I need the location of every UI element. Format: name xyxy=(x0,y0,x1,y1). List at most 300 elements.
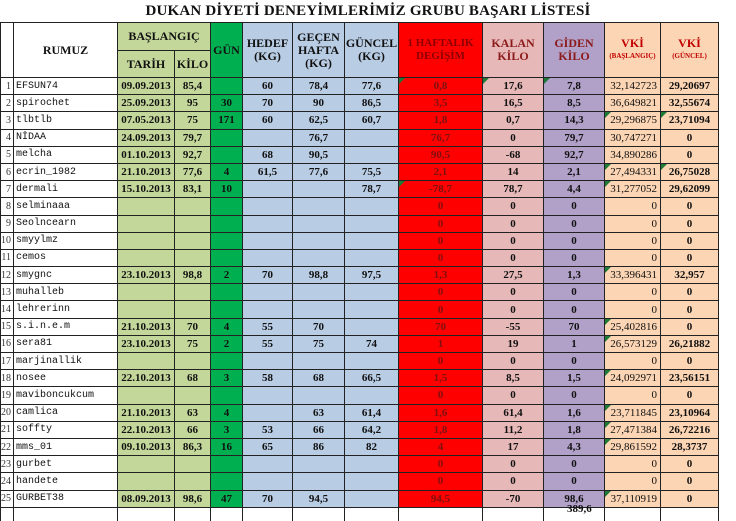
cell-tarih[interactable]: 21.10.2013 xyxy=(118,404,175,421)
cell-tarih[interactable]: 21.10.2013 xyxy=(118,318,175,335)
cell-vki-guncel[interactable]: 0 xyxy=(661,318,719,335)
cell-vki-baslangic[interactable]: 32,142723 xyxy=(605,78,661,95)
cell-haftalik-degisim[interactable]: 0 xyxy=(399,301,483,318)
cell-vki-guncel[interactable]: 23,56151 xyxy=(661,370,719,387)
cell-vki-guncel[interactable]: 28,3737 xyxy=(661,438,719,455)
cell-tarih[interactable] xyxy=(118,215,175,232)
cell-kalan-kilo[interactable]: 17 xyxy=(483,438,544,455)
cell-guncel[interactable]: 77,6 xyxy=(345,78,399,95)
cell-giden-kilo[interactable]: 92,7 xyxy=(544,146,605,163)
cell-kilo[interactable]: 70 xyxy=(175,318,211,335)
cell-vki-guncel[interactable]: 23,71094 xyxy=(661,112,719,129)
cell-haftalik-degisim[interactable]: -78,7 xyxy=(399,181,483,198)
empty-cell[interactable] xyxy=(14,507,118,521)
cell-rumuz[interactable]: smygnc xyxy=(14,267,118,284)
cell-kalan-kilo[interactable]: 14 xyxy=(483,163,544,180)
cell-tarih[interactable]: 23.10.2013 xyxy=(118,335,175,352)
cell-rumuz[interactable]: melcha xyxy=(14,146,118,163)
cell-hedef[interactable]: 55 xyxy=(243,335,293,352)
cell-haftalik-degisim[interactable]: 1,3 xyxy=(399,267,483,284)
cell-vki-guncel[interactable]: 29,20697 xyxy=(661,78,719,95)
cell-rumuz[interactable]: dermali xyxy=(14,181,118,198)
cell-giden-kilo[interactable]: 0 xyxy=(544,284,605,301)
cell-guncel[interactable] xyxy=(345,301,399,318)
cell-haftalik-degisim[interactable]: 0 xyxy=(399,232,483,249)
cell-rumuz[interactable]: maviboncukcum xyxy=(14,387,118,404)
cell-hedef[interactable] xyxy=(243,181,293,198)
cell-haftalik-degisim[interactable]: 1,8 xyxy=(399,112,483,129)
row-number[interactable]: 4 xyxy=(1,129,14,146)
cell-kalan-kilo[interactable]: 0 xyxy=(483,129,544,146)
cell-gecen-hafta[interactable]: 62,5 xyxy=(293,112,345,129)
cell-guncel[interactable]: 74 xyxy=(345,335,399,352)
cell-haftalik-degisim[interactable]: 0 xyxy=(399,215,483,232)
cell-haftalik-degisim[interactable]: 76,7 xyxy=(399,129,483,146)
cell-hedef[interactable]: 70 xyxy=(243,490,293,507)
cell-vki-baslangic[interactable]: 0 xyxy=(605,353,661,370)
cell-tarih[interactable]: 24.09.2013 xyxy=(118,129,175,146)
cell-vki-baslangic[interactable]: 0 xyxy=(605,284,661,301)
cell-gecen-hafta[interactable]: 63 xyxy=(293,404,345,421)
cell-gun[interactable]: 2 xyxy=(211,267,243,284)
cell-vki-baslangic[interactable]: 27,471384 xyxy=(605,421,661,438)
cell-kalan-kilo[interactable]: -55 xyxy=(483,318,544,335)
cell-vki-guncel[interactable]: 0 xyxy=(661,456,719,473)
cell-kalan-kilo[interactable]: 0 xyxy=(483,215,544,232)
cell-vki-baslangic[interactable]: 30,747271 xyxy=(605,129,661,146)
cell-haftalik-degisim[interactable]: 1,8 xyxy=(399,421,483,438)
cell-giden-kilo[interactable]: 98,6 xyxy=(544,490,605,507)
cell-gecen-hafta[interactable] xyxy=(293,249,345,266)
cell-rumuz[interactable]: Seolncearn xyxy=(14,215,118,232)
cell-rumuz[interactable]: NİDAA xyxy=(14,129,118,146)
cell-kalan-kilo[interactable]: 0 xyxy=(483,387,544,404)
cell-guncel[interactable]: 82 xyxy=(345,438,399,455)
cell-hedef[interactable] xyxy=(243,301,293,318)
cell-kilo[interactable] xyxy=(175,249,211,266)
cell-gun[interactable] xyxy=(211,232,243,249)
cell-giden-kilo[interactable]: 79,7 xyxy=(544,129,605,146)
cell-kalan-kilo[interactable]: 61,4 xyxy=(483,404,544,421)
cell-rumuz[interactable]: sera81 xyxy=(14,335,118,352)
cell-kilo[interactable]: 66 xyxy=(175,421,211,438)
cell-rumuz[interactable]: GURBET38 xyxy=(14,490,118,507)
cell-gun[interactable] xyxy=(211,129,243,146)
cell-tarih[interactable]: 09.09.2013 xyxy=(118,78,175,95)
cell-vki-guncel[interactable]: 0 xyxy=(661,249,719,266)
cell-giden-kilo[interactable]: 0 xyxy=(544,301,605,318)
cell-kilo[interactable] xyxy=(175,232,211,249)
cell-kilo[interactable]: 63 xyxy=(175,404,211,421)
cell-kalan-kilo[interactable]: 8,5 xyxy=(483,370,544,387)
cell-haftalik-degisim[interactable]: 0 xyxy=(399,353,483,370)
cell-hedef[interactable] xyxy=(243,284,293,301)
cell-gecen-hafta[interactable] xyxy=(293,215,345,232)
cell-haftalik-degisim[interactable]: 1 xyxy=(399,335,483,352)
cell-hedef[interactable]: 65 xyxy=(243,438,293,455)
cell-vki-baslangic[interactable]: 29,296875 xyxy=(605,112,661,129)
cell-haftalik-degisim[interactable]: 1,6 xyxy=(399,404,483,421)
cell-haftalik-degisim[interactable]: 0 xyxy=(399,456,483,473)
cell-kalan-kilo[interactable]: 17,6 xyxy=(483,78,544,95)
cell-guncel[interactable]: 60,7 xyxy=(345,112,399,129)
row-number[interactable]: 14 xyxy=(1,301,14,318)
row-number[interactable]: 24 xyxy=(1,473,14,490)
cell-guncel[interactable] xyxy=(345,232,399,249)
cell-kilo[interactable]: 95 xyxy=(175,95,211,112)
cell-haftalik-degisim[interactable]: 0,8 xyxy=(399,78,483,95)
cell-gun[interactable] xyxy=(211,353,243,370)
cell-tarih[interactable]: 25.09.2013 xyxy=(118,95,175,112)
row-number[interactable]: 21 xyxy=(1,421,14,438)
cell-tarih[interactable] xyxy=(118,232,175,249)
cell-vki-guncel[interactable]: 26,21882 xyxy=(661,335,719,352)
cell-rumuz[interactable]: nosee xyxy=(14,370,118,387)
cell-hedef[interactable]: 53 xyxy=(243,421,293,438)
cell-hedef[interactable] xyxy=(243,456,293,473)
cell-giden-kilo[interactable]: 4,3 xyxy=(544,438,605,455)
cell-kalan-kilo[interactable]: 0 xyxy=(483,284,544,301)
cell-tarih[interactable] xyxy=(118,456,175,473)
cell-gecen-hafta[interactable]: 90,5 xyxy=(293,146,345,163)
cell-kilo[interactable]: 77,6 xyxy=(175,163,211,180)
cell-gecen-hafta[interactable] xyxy=(293,456,345,473)
cell-vki-baslangic[interactable]: 34,890286 xyxy=(605,146,661,163)
cell-hedef[interactable]: 58 xyxy=(243,370,293,387)
cell-gecen-hafta[interactable]: 94,5 xyxy=(293,490,345,507)
cell-vki-guncel[interactable]: 0 xyxy=(661,146,719,163)
row-number[interactable]: 9 xyxy=(1,215,14,232)
cell-gecen-hafta[interactable]: 86 xyxy=(293,438,345,455)
cell-gun[interactable] xyxy=(211,284,243,301)
cell-kilo[interactable]: 75 xyxy=(175,112,211,129)
cell-vki-guncel[interactable]: 32,55674 xyxy=(661,95,719,112)
cell-giden-kilo[interactable]: 7,8 xyxy=(544,78,605,95)
cell-rumuz[interactable]: tlbtlb xyxy=(14,112,118,129)
cell-kilo[interactable]: 68 xyxy=(175,370,211,387)
row-number[interactable]: 7 xyxy=(1,181,14,198)
cell-gecen-hafta[interactable]: 66 xyxy=(293,421,345,438)
cell-gecen-hafta[interactable]: 98,8 xyxy=(293,267,345,284)
cell-guncel[interactable] xyxy=(345,353,399,370)
cell-vki-baslangic[interactable]: 29,861592 xyxy=(605,438,661,455)
cell-tarih[interactable]: 23.10.2013 xyxy=(118,267,175,284)
cell-rumuz[interactable]: cemos xyxy=(14,249,118,266)
cell-giden-kilo[interactable]: 0 xyxy=(544,232,605,249)
cell-rumuz[interactable]: lehrerinn xyxy=(14,301,118,318)
cell-haftalik-degisim[interactable]: 0 xyxy=(399,473,483,490)
cell-tarih[interactable]: 22.10.2013 xyxy=(118,370,175,387)
row-number[interactable]: 12 xyxy=(1,267,14,284)
cell-kalan-kilo[interactable]: -68 xyxy=(483,146,544,163)
row-number[interactable]: 25 xyxy=(1,490,14,507)
cell-giden-kilo[interactable]: 0 xyxy=(544,215,605,232)
cell-gun[interactable] xyxy=(211,78,243,95)
cell-giden-kilo[interactable]: 1,6 xyxy=(544,404,605,421)
cell-haftalik-degisim[interactable]: 1,5 xyxy=(399,370,483,387)
cell-rumuz[interactable]: selminaaa xyxy=(14,198,118,215)
cell-giden-kilo[interactable]: 0 xyxy=(544,387,605,404)
cell-guncel[interactable]: 78,7 xyxy=(345,181,399,198)
cell-kilo[interactable]: 98,8 xyxy=(175,267,211,284)
cell-haftalik-degisim[interactable]: 0 xyxy=(399,387,483,404)
cell-vki-baslangic[interactable]: 33,396431 xyxy=(605,267,661,284)
cell-kilo[interactable] xyxy=(175,473,211,490)
cell-gecen-hafta[interactable]: 68 xyxy=(293,370,345,387)
cell-gun[interactable]: 30 xyxy=(211,95,243,112)
cell-kilo[interactable]: 92,7 xyxy=(175,146,211,163)
cell-giden-kilo[interactable]: 0 xyxy=(544,249,605,266)
cell-vki-baslangic[interactable]: 0 xyxy=(605,301,661,318)
cell-gun[interactable]: 2 xyxy=(211,335,243,352)
cell-giden-kilo[interactable]: 4,4 xyxy=(544,181,605,198)
cell-gun[interactable] xyxy=(211,146,243,163)
cell-giden-kilo[interactable]: 0 xyxy=(544,353,605,370)
cell-kilo[interactable] xyxy=(175,198,211,215)
cell-giden-kilo[interactable]: 1,8 xyxy=(544,421,605,438)
cell-tarih[interactable]: 15.10.2013 xyxy=(118,181,175,198)
row-number[interactable]: 15 xyxy=(1,318,14,335)
cell-gecen-hafta[interactable]: 76,7 xyxy=(293,129,345,146)
cell-hedef[interactable] xyxy=(243,387,293,404)
cell-tarih[interactable] xyxy=(118,301,175,318)
row-number[interactable]: 20 xyxy=(1,404,14,421)
cell-vki-baslangic[interactable]: 24,092971 xyxy=(605,370,661,387)
cell-vki-baslangic[interactable]: 0 xyxy=(605,198,661,215)
cell-hedef[interactable]: 55 xyxy=(243,318,293,335)
cell-kilo[interactable] xyxy=(175,284,211,301)
cell-tarih[interactable] xyxy=(118,387,175,404)
cell-kilo[interactable]: 79,7 xyxy=(175,129,211,146)
cell-vki-baslangic[interactable]: 36,649821 xyxy=(605,95,661,112)
cell-tarih[interactable] xyxy=(118,198,175,215)
empty-cell[interactable] xyxy=(661,507,719,521)
cell-kalan-kilo[interactable]: 27,5 xyxy=(483,267,544,284)
cell-vki-guncel[interactable]: 0 xyxy=(661,198,719,215)
cell-tarih[interactable] xyxy=(118,249,175,266)
cell-vki-baslangic[interactable]: 23,711845 xyxy=(605,404,661,421)
cell-rumuz[interactable]: soffty xyxy=(14,421,118,438)
cell-gun[interactable] xyxy=(211,198,243,215)
cell-rumuz[interactable]: gurbet xyxy=(14,456,118,473)
cell-gecen-hafta[interactable]: 77,6 xyxy=(293,163,345,180)
cell-gecen-hafta[interactable]: 70 xyxy=(293,318,345,335)
row-number[interactable]: 3 xyxy=(1,112,14,129)
cell-rumuz[interactable]: camlica xyxy=(14,404,118,421)
cell-rumuz[interactable]: handete xyxy=(14,473,118,490)
cell-kalan-kilo[interactable]: -70 xyxy=(483,490,544,507)
cell-giden-kilo[interactable]: 0 xyxy=(544,473,605,490)
cell-tarih[interactable]: 09.10.2013 xyxy=(118,438,175,455)
cell-vki-baslangic[interactable]: 0 xyxy=(605,473,661,490)
cell-guncel[interactable]: 61,4 xyxy=(345,404,399,421)
empty-cell[interactable] xyxy=(243,507,293,521)
cell-kilo[interactable]: 75 xyxy=(175,335,211,352)
cell-vki-baslangic[interactable]: 0 xyxy=(605,387,661,404)
cell-gun[interactable] xyxy=(211,387,243,404)
cell-gecen-hafta[interactable]: 90 xyxy=(293,95,345,112)
cell-guncel[interactable]: 75,5 xyxy=(345,163,399,180)
row-number[interactable]: 16 xyxy=(1,335,14,352)
cell-guncel[interactable] xyxy=(345,215,399,232)
cell-hedef[interactable] xyxy=(243,249,293,266)
empty-cell[interactable] xyxy=(1,507,14,521)
cell-rumuz[interactable]: mms_01 xyxy=(14,438,118,455)
row-number[interactable]: 22 xyxy=(1,438,14,455)
cell-hedef[interactable] xyxy=(243,232,293,249)
cell-kilo[interactable] xyxy=(175,215,211,232)
cell-gecen-hafta[interactable] xyxy=(293,473,345,490)
cell-rumuz[interactable]: spirochet xyxy=(14,95,118,112)
cell-haftalik-degisim[interactable]: 2,1 xyxy=(399,163,483,180)
cell-gun[interactable] xyxy=(211,473,243,490)
cell-vki-guncel[interactable]: 0 xyxy=(661,387,719,404)
cell-gecen-hafta[interactable] xyxy=(293,301,345,318)
cell-gecen-hafta[interactable]: 78,4 xyxy=(293,78,345,95)
cell-gun[interactable] xyxy=(211,215,243,232)
cell-vki-guncel[interactable]: 0 xyxy=(661,490,719,507)
empty-cell[interactable] xyxy=(211,507,243,521)
row-number[interactable]: 8 xyxy=(1,198,14,215)
cell-hedef[interactable] xyxy=(243,353,293,370)
cell-kalan-kilo[interactable]: 0 xyxy=(483,473,544,490)
cell-vki-guncel[interactable]: 26,75028 xyxy=(661,163,719,180)
cell-vki-baslangic[interactable]: 25,402816 xyxy=(605,318,661,335)
cell-haftalik-degisim[interactable]: 94,5 xyxy=(399,490,483,507)
cell-gun[interactable]: 171 xyxy=(211,112,243,129)
cell-tarih[interactable]: 21.10.2013 xyxy=(118,163,175,180)
empty-cell[interactable] xyxy=(399,507,483,521)
cell-vki-guncel[interactable]: 0 xyxy=(661,232,719,249)
cell-kilo[interactable] xyxy=(175,456,211,473)
row-number[interactable]: 18 xyxy=(1,370,14,387)
row-number[interactable]: 17 xyxy=(1,353,14,370)
cell-gun[interactable] xyxy=(211,456,243,473)
cell-haftalik-degisim[interactable]: 90,5 xyxy=(399,146,483,163)
cell-tarih[interactable]: 08.09.2013 xyxy=(118,490,175,507)
cell-vki-guncel[interactable]: 32,957 xyxy=(661,267,719,284)
cell-hedef[interactable]: 70 xyxy=(243,267,293,284)
cell-vki-guncel[interactable]: 0 xyxy=(661,353,719,370)
cell-gecen-hafta[interactable] xyxy=(293,198,345,215)
cell-guncel[interactable]: 86,5 xyxy=(345,95,399,112)
cell-guncel[interactable] xyxy=(345,129,399,146)
cell-kalan-kilo[interactable]: 0 xyxy=(483,232,544,249)
cell-gecen-hafta[interactable] xyxy=(293,181,345,198)
cell-kilo[interactable] xyxy=(175,387,211,404)
cell-vki-guncel[interactable]: 26,72216 xyxy=(661,421,719,438)
cell-kalan-kilo[interactable]: 0,7 xyxy=(483,112,544,129)
cell-vki-baslangic[interactable]: 0 xyxy=(605,456,661,473)
cell-hedef[interactable] xyxy=(243,215,293,232)
cell-gecen-hafta[interactable] xyxy=(293,387,345,404)
row-number[interactable]: 19 xyxy=(1,387,14,404)
cell-guncel[interactable]: 64,2 xyxy=(345,421,399,438)
cell-giden-kilo[interactable]: 8,5 xyxy=(544,95,605,112)
cell-vki-guncel[interactable]: 0 xyxy=(661,284,719,301)
cell-giden-kilo[interactable]: 1 xyxy=(544,335,605,352)
cell-giden-kilo[interactable]: 0 xyxy=(544,198,605,215)
cell-gun[interactable]: 3 xyxy=(211,370,243,387)
cell-rumuz[interactable]: muhalleb xyxy=(14,284,118,301)
cell-guncel[interactable] xyxy=(345,473,399,490)
cell-guncel[interactable] xyxy=(345,284,399,301)
cell-haftalik-degisim[interactable]: 0 xyxy=(399,198,483,215)
cell-giden-kilo[interactable]: 14,3 xyxy=(544,112,605,129)
empty-cell[interactable] xyxy=(175,507,211,521)
empty-cell[interactable] xyxy=(483,507,544,521)
cell-vki-baslangic[interactable]: 0 xyxy=(605,249,661,266)
cell-gun[interactable]: 4 xyxy=(211,404,243,421)
cell-vki-guncel[interactable]: 0 xyxy=(661,215,719,232)
row-number[interactable]: 11 xyxy=(1,249,14,266)
empty-cell[interactable] xyxy=(118,507,175,521)
cell-tarih[interactable] xyxy=(118,473,175,490)
cell-vki-guncel[interactable]: 29,62099 xyxy=(661,181,719,198)
cell-giden-kilo[interactable]: 2,1 xyxy=(544,163,605,180)
cell-giden-kilo[interactable]: 0 xyxy=(544,456,605,473)
empty-cell[interactable] xyxy=(345,507,399,521)
cell-gun[interactable] xyxy=(211,301,243,318)
cell-hedef[interactable] xyxy=(243,198,293,215)
cell-kalan-kilo[interactable]: 19 xyxy=(483,335,544,352)
cell-guncel[interactable] xyxy=(345,146,399,163)
row-number[interactable]: 2 xyxy=(1,95,14,112)
cell-giden-kilo[interactable]: 1,3 xyxy=(544,267,605,284)
cell-tarih[interactable]: 07.05.2013 xyxy=(118,112,175,129)
cell-kalan-kilo[interactable]: 0 xyxy=(483,301,544,318)
cell-hedef[interactable]: 61,5 xyxy=(243,163,293,180)
cell-gecen-hafta[interactable] xyxy=(293,232,345,249)
cell-haftalik-degisim[interactable]: 70 xyxy=(399,318,483,335)
cell-guncel[interactable] xyxy=(345,249,399,266)
cell-kalan-kilo[interactable]: 16,5 xyxy=(483,95,544,112)
cell-tarih[interactable]: 01.10.2013 xyxy=(118,146,175,163)
cell-gecen-hafta[interactable] xyxy=(293,353,345,370)
row-number[interactable]: 6 xyxy=(1,163,14,180)
cell-haftalik-degisim[interactable]: 4 xyxy=(399,438,483,455)
cell-rumuz[interactable]: ecrin_1982 xyxy=(14,163,118,180)
cell-hedef[interactable]: 60 xyxy=(243,78,293,95)
cell-guncel[interactable] xyxy=(345,490,399,507)
cell-vki-baslangic[interactable]: 0 xyxy=(605,215,661,232)
cell-kilo[interactable] xyxy=(175,353,211,370)
cell-kalan-kilo[interactable]: 0 xyxy=(483,198,544,215)
cell-guncel[interactable] xyxy=(345,318,399,335)
cell-kalan-kilo[interactable]: 0 xyxy=(483,456,544,473)
empty-cell[interactable] xyxy=(293,507,345,521)
cell-tarih[interactable]: 22.10.2013 xyxy=(118,421,175,438)
cell-vki-baslangic[interactable]: 27,494331 xyxy=(605,163,661,180)
cell-haftalik-degisim[interactable]: 0 xyxy=(399,249,483,266)
row-number[interactable]: 10 xyxy=(1,232,14,249)
cell-vki-baslangic[interactable]: 37,110919 xyxy=(605,490,661,507)
cell-guncel[interactable] xyxy=(345,198,399,215)
cell-hedef[interactable] xyxy=(243,129,293,146)
cell-vki-guncel[interactable]: 23,10964 xyxy=(661,404,719,421)
cell-rumuz[interactable]: marjinallik xyxy=(14,353,118,370)
cell-hedef[interactable]: 70 xyxy=(243,95,293,112)
cell-vki-guncel[interactable]: 0 xyxy=(661,129,719,146)
cell-gun[interactable]: 4 xyxy=(211,318,243,335)
cell-vki-baslangic[interactable]: 31,277052 xyxy=(605,181,661,198)
cell-tarih[interactable] xyxy=(118,353,175,370)
row-number[interactable]: 23 xyxy=(1,456,14,473)
cell-kilo[interactable] xyxy=(175,301,211,318)
cell-gun[interactable]: 10 xyxy=(211,181,243,198)
cell-kalan-kilo[interactable]: 0 xyxy=(483,249,544,266)
cell-gun[interactable]: 4 xyxy=(211,163,243,180)
